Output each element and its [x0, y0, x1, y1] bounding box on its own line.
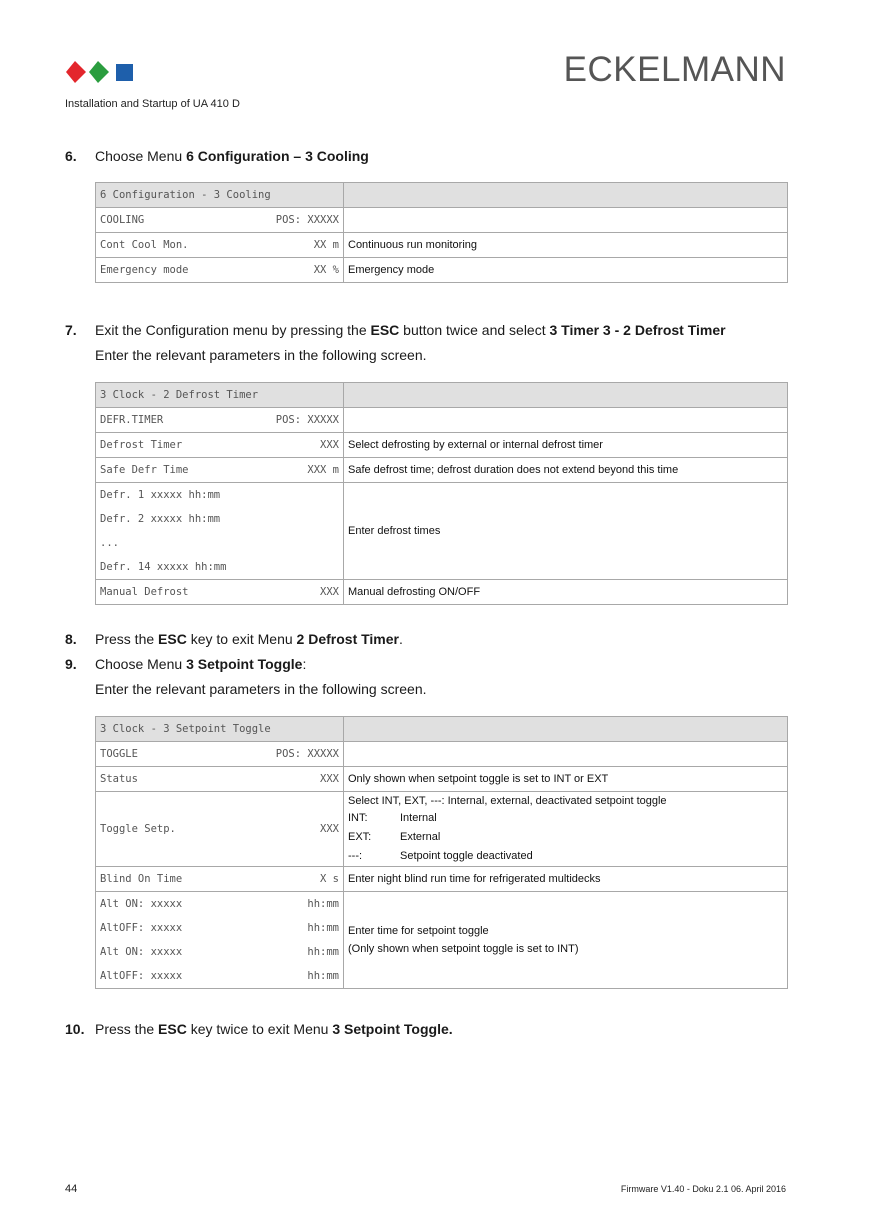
table-row — [96, 433, 788, 458]
row-description: Safe defrost time; defrost duration does not extend beyond this time — [344, 458, 788, 483]
lcd-value: hh:mm — [307, 898, 339, 910]
footer-version: Firmware V1.40 - Doku 2.1 06. April 2016 — [620, 1184, 786, 1194]
step-number: 6. — [65, 148, 77, 164]
lcd-label: TOGGLE — [100, 748, 138, 760]
row-description: Enter night blind run time for refrigerated multidecks — [344, 867, 788, 892]
row-description — [344, 208, 788, 233]
table-row — [96, 208, 788, 233]
option-value: Setpoint toggle deactivated — [400, 849, 533, 862]
option-item — [348, 847, 783, 866]
page-number: 44 — [65, 1183, 78, 1195]
step-text: Enter the relevant parameters in the following screen. — [95, 681, 427, 697]
option-key: ---: — [348, 849, 363, 862]
step-text: Enter the relevant parameters in the following screen. — [95, 347, 427, 363]
option-item — [348, 828, 783, 847]
lcd-title: 3 Clock - 2 Defrost Timer — [96, 383, 344, 408]
step-text: Press the — [95, 1021, 159, 1037]
menu-name: 3 Timer 3 - 2 Defrost Timer — [549, 322, 726, 338]
logo-red-diamond — [66, 61, 86, 83]
row-description: Enter time for setpoint toggle — [348, 925, 489, 937]
lcd-label: Safe Defr Time — [100, 464, 189, 476]
alt-row — [100, 964, 339, 988]
lcd-label: Emergency mode — [100, 264, 189, 276]
lcd-label: Defrost Timer — [100, 439, 183, 451]
lcd-label: AltOFF: xxxxx — [100, 970, 183, 982]
eckelmann-logo-icon — [64, 60, 136, 84]
lcd-label: AltOFF: xxxxx — [100, 922, 183, 934]
lcd-label: Defr. 1 xxxxx hh:mm — [100, 489, 221, 501]
table-row — [96, 483, 788, 580]
menu-name: 3 Setpoint Toggle — [186, 656, 303, 672]
lcd-value: hh:mm — [307, 922, 339, 934]
lcd-label: Manual Defrost — [100, 586, 189, 598]
step-number: 7. — [65, 322, 77, 338]
row-description: Select INT, EXT, ---: Internal, external, deactivated setpoint toggle — [348, 794, 667, 807]
table-row — [96, 892, 788, 989]
row-description: Select defrosting by external or internal defrost timer — [344, 433, 788, 458]
lcd-label: ... — [100, 537, 119, 549]
setpoint-toggle-table — [95, 716, 788, 989]
step-text: Press the — [95, 631, 159, 647]
lcd-label: DEFR.TIMER — [100, 414, 164, 426]
lcd-value: hh:mm — [307, 946, 339, 958]
logo-green-diamond — [89, 61, 109, 83]
lcd-title: 6 Configuration - 3 Cooling — [96, 183, 344, 208]
row-description: Only shown when setpoint toggle is set to INT or EXT — [344, 767, 788, 792]
step-text: . — [399, 631, 403, 647]
step-number: 9. — [65, 656, 77, 672]
lcd-value: XXX — [320, 823, 339, 835]
lcd-value: XXX — [320, 586, 339, 598]
lcd-label: Cont Cool Mon. — [100, 239, 189, 251]
option-value: Internal — [400, 811, 437, 824]
step-text: Choose Menu — [95, 656, 187, 672]
lcd-label: Blind On Time — [100, 873, 183, 885]
table-row — [96, 580, 788, 605]
lcd-label: COOLING — [100, 214, 145, 226]
alt-row — [100, 916, 339, 940]
lcd-title: 3 Clock - 3 Setpoint Toggle — [96, 717, 344, 742]
lcd-value: POS: XXXXX — [275, 414, 339, 426]
key-name: ESC — [158, 1021, 187, 1037]
cooling-menu-table — [95, 182, 788, 283]
defrost-timer-table — [95, 382, 788, 605]
row-description-note: (Only shown when setpoint toggle is set to INT) — [348, 943, 579, 955]
table-row — [96, 258, 788, 283]
step-text: key twice to exit Menu — [186, 1021, 333, 1037]
alt-row — [100, 940, 339, 964]
lcd-label: Defr. 14 xxxxx hh:mm — [100, 561, 227, 573]
table-row — [96, 233, 788, 258]
lcd-value: XX m — [313, 239, 339, 251]
logo-blue-square — [116, 64, 133, 81]
step-text: button twice and select — [399, 322, 550, 338]
doc-subtitle: Installation and Startup of UA 410 D — [65, 98, 240, 110]
row-description: Enter defrost times — [344, 483, 788, 580]
option-item — [348, 809, 783, 828]
table-row — [96, 767, 788, 792]
lcd-value: XXX — [320, 439, 339, 451]
key-name: ESC — [370, 322, 400, 338]
lcd-label: Defr. 2 xxxxx hh:mm — [100, 513, 221, 525]
lcd-value: XXX — [320, 773, 339, 785]
lcd-value: POS: XXXXX — [275, 214, 339, 226]
lcd-label: Toggle Setp. — [100, 823, 176, 835]
step-text: key to exit Menu — [186, 631, 297, 647]
lcd-value: X s — [320, 873, 339, 885]
lcd-value: POS: XXXXX — [275, 748, 339, 760]
lcd-label: Alt ON: xxxxx — [100, 946, 183, 958]
key-name: ESC — [158, 631, 187, 647]
lcd-value: XXX m — [307, 464, 339, 476]
menu-name: 2 Defrost Timer — [296, 631, 399, 647]
table-row — [96, 792, 788, 867]
row-description: Continuous run monitoring — [344, 233, 788, 258]
step-text: Choose Menu — [95, 148, 187, 164]
step-text: Exit the Configuration menu by pressing the — [95, 322, 371, 338]
table-row — [96, 408, 788, 433]
row-description: Emergency mode — [344, 258, 788, 283]
brand-name: ECKELMANN — [563, 50, 786, 89]
alt-row — [100, 892, 339, 916]
step-text: : — [302, 656, 307, 672]
lcd-label: Status — [100, 773, 138, 785]
table-row — [96, 458, 788, 483]
lcd-value: XX % — [313, 264, 339, 276]
option-key: INT: — [348, 811, 368, 824]
step-number: 8. — [65, 631, 77, 647]
table-row — [96, 867, 788, 892]
step-number: 10. — [65, 1021, 85, 1037]
option-value: External — [400, 830, 441, 843]
row-description: Manual defrosting ON/OFF — [344, 580, 788, 605]
lcd-value: hh:mm — [307, 970, 339, 982]
menu-name: 6 Configuration – 3 Cooling — [186, 148, 369, 164]
menu-name: 3 Setpoint Toggle. — [332, 1021, 453, 1037]
table-row — [96, 742, 788, 767]
option-key: EXT: — [348, 830, 372, 843]
lcd-label: Alt ON: xxxxx — [100, 898, 183, 910]
